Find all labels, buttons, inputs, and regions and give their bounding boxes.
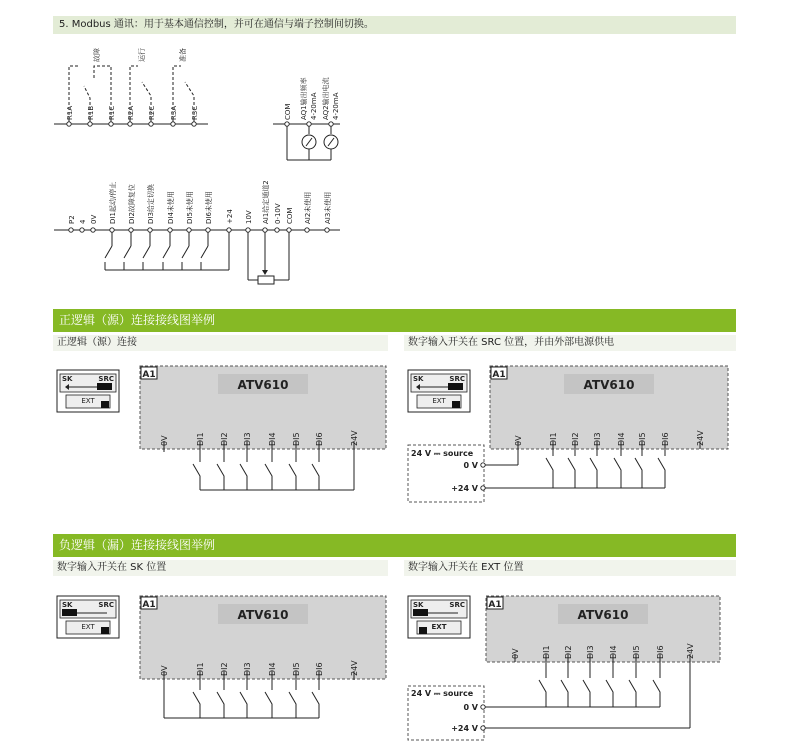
- input-terminal-dot: [227, 228, 231, 232]
- drive-terminal-label: DI4: [268, 432, 277, 446]
- switch-src-label: SRC: [449, 375, 465, 383]
- di-switch: [312, 692, 319, 708]
- input-terminal-label: 4: [79, 219, 87, 224]
- drive-terminal-label: DI3: [593, 432, 602, 446]
- relay-terminal-r1c: [109, 122, 113, 126]
- di-switch: [265, 464, 272, 480]
- switch-lower-knob: [419, 627, 427, 634]
- aq1-range-label: 4-20mA: [310, 92, 318, 120]
- relay-terminal-label: R2C: [148, 105, 156, 120]
- relay-terminal-r2a: [128, 122, 132, 126]
- negative-ext-diagram: [408, 596, 720, 740]
- input-terminal-dot: [187, 228, 191, 232]
- drive-terminal-label: DI6: [656, 645, 665, 659]
- ext-supply-0v: 0 V: [463, 703, 478, 712]
- analog-com-label: COM: [284, 103, 292, 120]
- di-switch: [289, 464, 296, 480]
- drive-terminal-label: DI4: [268, 662, 277, 676]
- di-switch: [201, 246, 208, 270]
- switch-ext-label: EXT: [81, 397, 95, 405]
- di-switch: [629, 680, 636, 696]
- switch-src-label: SRC: [98, 601, 114, 609]
- ext-24v-terminal: [481, 726, 485, 730]
- negative-left-subtitle: 数字输入开关在 SK 位置: [53, 560, 388, 576]
- di-switch: [217, 464, 224, 480]
- switch-upper-knob: [62, 609, 77, 616]
- drive-id-label: A1: [492, 370, 506, 380]
- modbus-header: 5. Modbus 通讯：用于基本通信控制，并可在通信与端子控制间切换。: [53, 16, 736, 34]
- drive-terminal-label: DI2: [220, 432, 229, 446]
- aq2-range-label: 4-20mA: [332, 92, 340, 120]
- switch-ext-label: EXT: [81, 623, 95, 631]
- input-terminal-label: DI2故障复位: [128, 184, 136, 224]
- input-terminal-dot: [110, 228, 114, 232]
- switch-sk-label: SK: [413, 375, 424, 383]
- drive-terminal-label: 24V: [350, 660, 359, 676]
- drive-terminal-label: DI1: [196, 432, 205, 446]
- input-terminal-dot: [69, 228, 73, 232]
- input-terminal-dot: [168, 228, 172, 232]
- drive-terminal-label: DI5: [638, 432, 647, 446]
- input-terminal-label: COM: [286, 207, 294, 224]
- drive-terminal-label: DI1: [549, 432, 558, 446]
- di-switch: [240, 692, 247, 708]
- di-switch: [653, 680, 660, 696]
- drive-id-label: A1: [488, 600, 502, 610]
- relay-terminal-label: R3C: [191, 105, 199, 120]
- drive-terminal-label: DI5: [632, 645, 641, 659]
- drive-terminal-label: DI6: [661, 432, 670, 446]
- relay-terminal-r3a: [171, 122, 175, 126]
- switch-upper-knob: [413, 609, 428, 616]
- drive-id-label: A1: [142, 600, 156, 610]
- di-switch: [583, 680, 590, 696]
- ext-supply-0v: 0 V: [463, 461, 478, 470]
- positive-logic-section-title: 正逻辑（源）连接接线图举例: [53, 309, 736, 332]
- relay2-run-label: 运行: [138, 48, 146, 62]
- positive-left-subtitle: 正逻辑（源）连接: [53, 335, 388, 351]
- analog-terminal-2: [329, 122, 333, 126]
- drive-model-label: ATV610: [237, 378, 289, 392]
- input-terminal-dot: [305, 228, 309, 232]
- switch-ext-label: EXT: [431, 623, 447, 631]
- drive-model-label: ATV610: [577, 608, 629, 622]
- drive-terminal-label: DI5: [292, 432, 301, 446]
- input-terminal-dot: [148, 228, 152, 232]
- di-switch: [658, 458, 665, 474]
- ext-supply-24v: +24 V: [451, 484, 478, 493]
- input-terminal-label: DI1起动/停止: [109, 181, 117, 224]
- switch-src-label: SRC: [98, 375, 114, 383]
- negative-sink-diagram: [57, 596, 386, 718]
- relay-terminal-label: R3A: [170, 105, 178, 120]
- input-terminal-label: 0V: [90, 214, 98, 224]
- input-terminal-label: DI4未使用: [167, 191, 175, 224]
- analog-terminal-1: [307, 122, 311, 126]
- switch-ext-label: EXT: [432, 397, 446, 405]
- input-terminal-diagram: [54, 180, 340, 284]
- ext-supply-title: 24 V ⎓ source: [411, 689, 474, 698]
- di-switch: [590, 458, 597, 474]
- drive-terminal-label: 0V: [511, 648, 520, 659]
- negative-logic-section-title: 负逻辑（漏）连接接线图举例: [53, 534, 736, 557]
- negative-right-subtitle: 数字输入开关在 EXT 位置: [404, 560, 736, 576]
- relay-terminal-r2c: [149, 122, 153, 126]
- input-terminal-dot: [246, 228, 250, 232]
- drive-terminal-label: 0V: [160, 435, 169, 446]
- drive-terminal-label: DI2: [564, 645, 573, 659]
- di-switch: [240, 464, 247, 480]
- input-terminal-label: AI3未使用: [324, 191, 332, 224]
- di-switch: [289, 692, 296, 708]
- di-switch: [546, 458, 553, 474]
- drive-terminal-label: 24V: [350, 430, 359, 446]
- analog-output-diagram: [273, 77, 340, 160]
- drive-model-label: ATV610: [237, 608, 289, 622]
- relay-terminal-label: R1C: [108, 105, 116, 120]
- relay-terminal-label: R1A: [66, 105, 74, 120]
- relay-terminal-label: R2A: [127, 105, 135, 120]
- input-terminal-label: DI5未使用: [186, 191, 194, 224]
- positive-external-supply-diagram: [408, 366, 728, 502]
- drive-terminal-label: 24V: [686, 643, 695, 659]
- switch-upper-knob: [448, 383, 463, 390]
- input-terminal-label: AI2未使用: [304, 191, 312, 224]
- switch-lower-knob: [101, 401, 109, 408]
- drive-terminal-label: DI3: [586, 645, 595, 659]
- input-terminal-dot: [80, 228, 84, 232]
- drive-terminal-label: DI1: [196, 662, 205, 676]
- input-terminal-label: AI1给定通道2: [262, 180, 270, 224]
- input-terminal-label: 10V: [245, 210, 253, 224]
- positive-source-diagram: [57, 366, 386, 490]
- drive-terminal-label: 0V: [514, 435, 523, 446]
- drive-terminal-label: DI2: [220, 662, 229, 676]
- positive-right-subtitle: 数字输入开关在 SRC 位置，并由外部电源供电: [404, 335, 736, 351]
- input-terminal-label: DI6未使用: [205, 191, 213, 224]
- di-switch: [143, 246, 150, 270]
- di-switch: [614, 458, 621, 474]
- di-switch: [561, 680, 568, 696]
- di-switch: [568, 458, 575, 474]
- aq1-label: AQ1输出频率: [300, 77, 308, 120]
- input-terminal-dot: [275, 228, 279, 232]
- pot-wiper-arrow: [262, 270, 268, 275]
- switch-lower-knob: [101, 627, 109, 634]
- drive-terminal-label: 0V: [160, 665, 169, 676]
- relay-terminal-label: R1B: [87, 105, 95, 120]
- input-terminal-dot: [206, 228, 210, 232]
- analog-terminal-0: [285, 122, 289, 126]
- drive-terminal-label: DI3: [243, 662, 252, 676]
- switch-upper-knob: [97, 383, 112, 390]
- drive-terminal-label: DI2: [571, 432, 580, 446]
- drive-terminal-label: DI4: [617, 432, 626, 446]
- di-switch: [163, 246, 170, 270]
- drive-terminal-label: DI6: [315, 662, 324, 676]
- switch-sk-label: SK: [413, 601, 424, 609]
- relay3-ready-label: 准备: [179, 48, 187, 62]
- switch-lower-knob: [452, 401, 460, 408]
- input-terminal-dot: [325, 228, 329, 232]
- relay-terminal-r1b: [88, 122, 92, 126]
- drive-terminal-label: DI5: [292, 662, 301, 676]
- input-terminal-label: +24: [226, 209, 234, 224]
- input-terminal-dot: [91, 228, 95, 232]
- ext-0v-terminal: [481, 705, 485, 709]
- ext-0v-terminal: [481, 463, 485, 467]
- drive-terminal-label: 24V: [696, 430, 705, 446]
- relay1-fault-label: 故障: [93, 48, 101, 62]
- input-terminal-label: DI3给定切换: [147, 184, 155, 224]
- drive-model-label: ATV610: [583, 378, 635, 392]
- drive-terminal-label: DI3: [243, 432, 252, 446]
- di-switch: [217, 692, 224, 708]
- di-switch: [635, 458, 642, 474]
- di-switch: [193, 692, 200, 708]
- input-terminal-label: P2: [68, 215, 76, 224]
- switch-sk-label: SK: [62, 375, 73, 383]
- ext-supply-title: 24 V ⎓ source: [411, 449, 474, 458]
- di-switch: [265, 692, 272, 708]
- di-switch: [606, 680, 613, 696]
- relay-terminal-r1a: [67, 122, 71, 126]
- drive-terminal-label: DI4: [609, 645, 618, 659]
- input-terminal-label: 0-10V: [274, 203, 282, 224]
- input-terminal-dot: [263, 228, 267, 232]
- di-switch: [312, 464, 319, 480]
- relay-diagram: [54, 48, 208, 126]
- input-terminal-dot: [129, 228, 133, 232]
- drive-terminal-label: DI1: [542, 645, 551, 659]
- relay-terminal-r3c: [192, 122, 196, 126]
- input-terminal-dot: [287, 228, 291, 232]
- aq2-label: AQ2输出电流: [322, 77, 330, 120]
- di-switch: [105, 246, 112, 270]
- drive-terminal-label: DI6: [315, 432, 324, 446]
- potentiometer: [258, 276, 274, 284]
- drive-id-label: A1: [142, 370, 156, 380]
- switch-src-label: SRC: [449, 601, 465, 609]
- di-switch: [193, 464, 200, 480]
- switch-sk-label: SK: [62, 601, 73, 609]
- ext-24v-terminal: [481, 486, 485, 490]
- di-switch: [539, 680, 546, 696]
- ext-supply-24v: +24 V: [451, 724, 478, 733]
- di-switch: [124, 246, 131, 270]
- di-switch: [182, 246, 189, 270]
